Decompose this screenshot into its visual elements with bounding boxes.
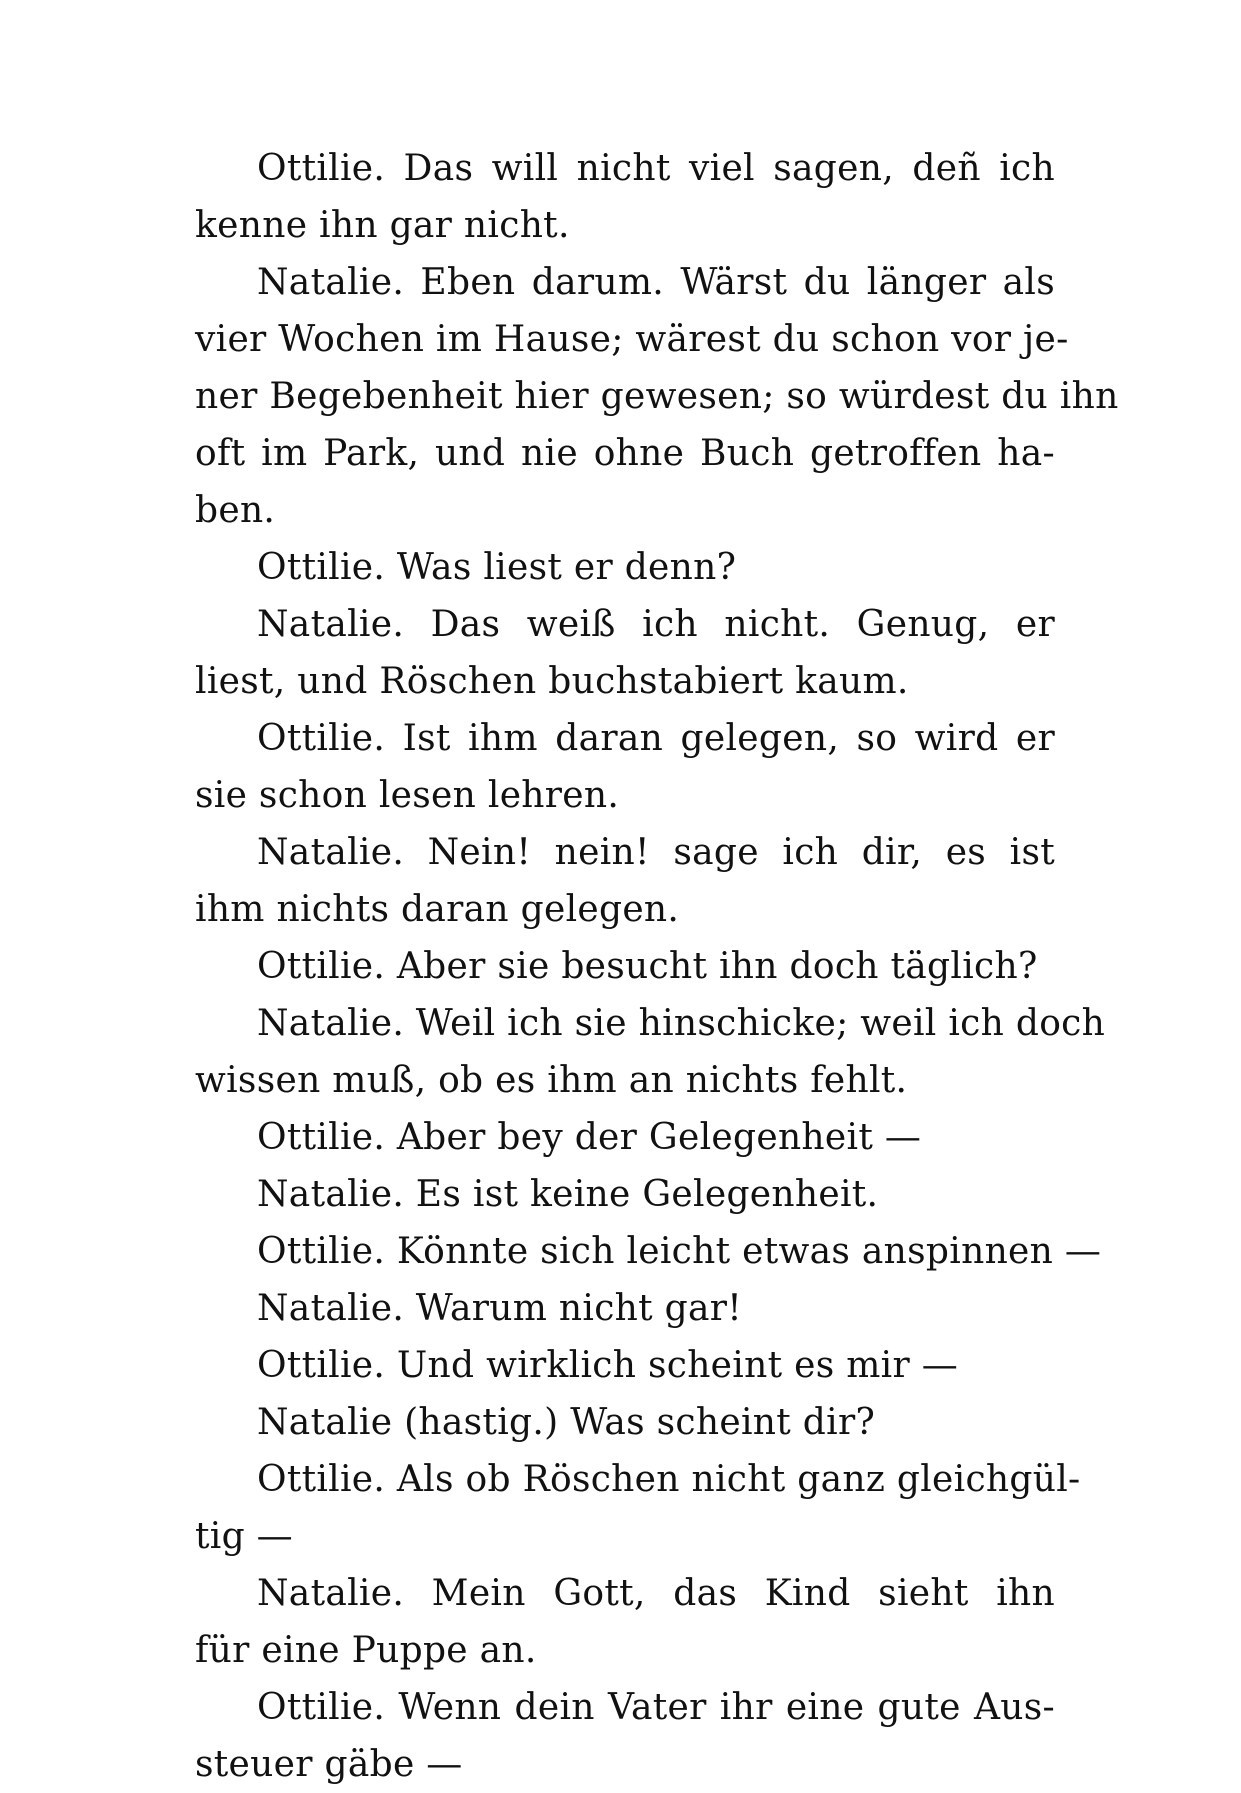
text-line: Natalie. Warum nicht gar! [257,1288,743,1329]
text-line: Ottilie. Was liest er denn? [257,547,737,588]
text-line: Ottilie. Aber sie besucht ihn doch täglich? [257,946,1038,987]
text-line: Ottilie. Und wirklich scheint es mir — [257,1345,959,1386]
text-line: für eine Puppe an. [195,1630,537,1671]
text-line: steuer gäbe — [195,1744,463,1785]
text-line: Natalie. Weil ich sie hinschicke; weil ich doch [257,1003,1106,1044]
text-line: wissen muß, ob es ihm an nichts fehlt. [195,1060,908,1101]
dialogue-text [195,140,1119,1793]
text-line: Natalie. Es ist keine Gelegenheit. [257,1174,879,1215]
text-line: sie schon lesen lehren. [195,775,620,816]
text-line: Ottilie. Aber bey der Gelegenheit — [257,1117,922,1158]
text-line: Natalie (hastig.) Was scheint dir? [257,1402,876,1443]
text-line: ben. [195,490,276,531]
text-line: Natalie. Mein Gott, das Kind sieht ihn [257,1573,1055,1614]
text-line: liest, und Röschen buchstabiert kaum. [195,661,909,702]
text-line: Ottilie. Das will nicht viel sagen, deñ ich [257,148,1055,189]
text-line: oft im Park, und nie ohne Buch getroffen ha- [195,433,1055,474]
text-line: Ottilie. Könnte sich leicht etwas anspinnen — [257,1231,1102,1272]
text-line: ner Begebenheit hier gewesen; so würdest du ihn [195,376,1119,417]
text-line: kenne ihn gar nicht. [195,205,570,246]
text-line: ihm nichts daran gelegen. [195,889,680,930]
text-line: Natalie. Nein! nein! sage ich dir, es ist [257,832,1055,873]
text-line: Ottilie. Ist ihm daran gelegen, so wird er [257,718,1055,759]
text-line: Natalie. Das weiß ich nicht. Genug, er [257,604,1055,645]
text-line: tig — [195,1516,293,1557]
text-line: Ottilie. Wenn dein Vater ihr eine gute Aus- [257,1687,1055,1728]
text-line: Natalie. Eben darum. Wärst du länger als [257,262,1055,303]
text-line: vier Wochen im Hause; wärest du schon vor je- [195,319,1069,360]
text-line: Ottilie. Als ob Röschen nicht ganz gleichgül- [257,1459,1081,1500]
